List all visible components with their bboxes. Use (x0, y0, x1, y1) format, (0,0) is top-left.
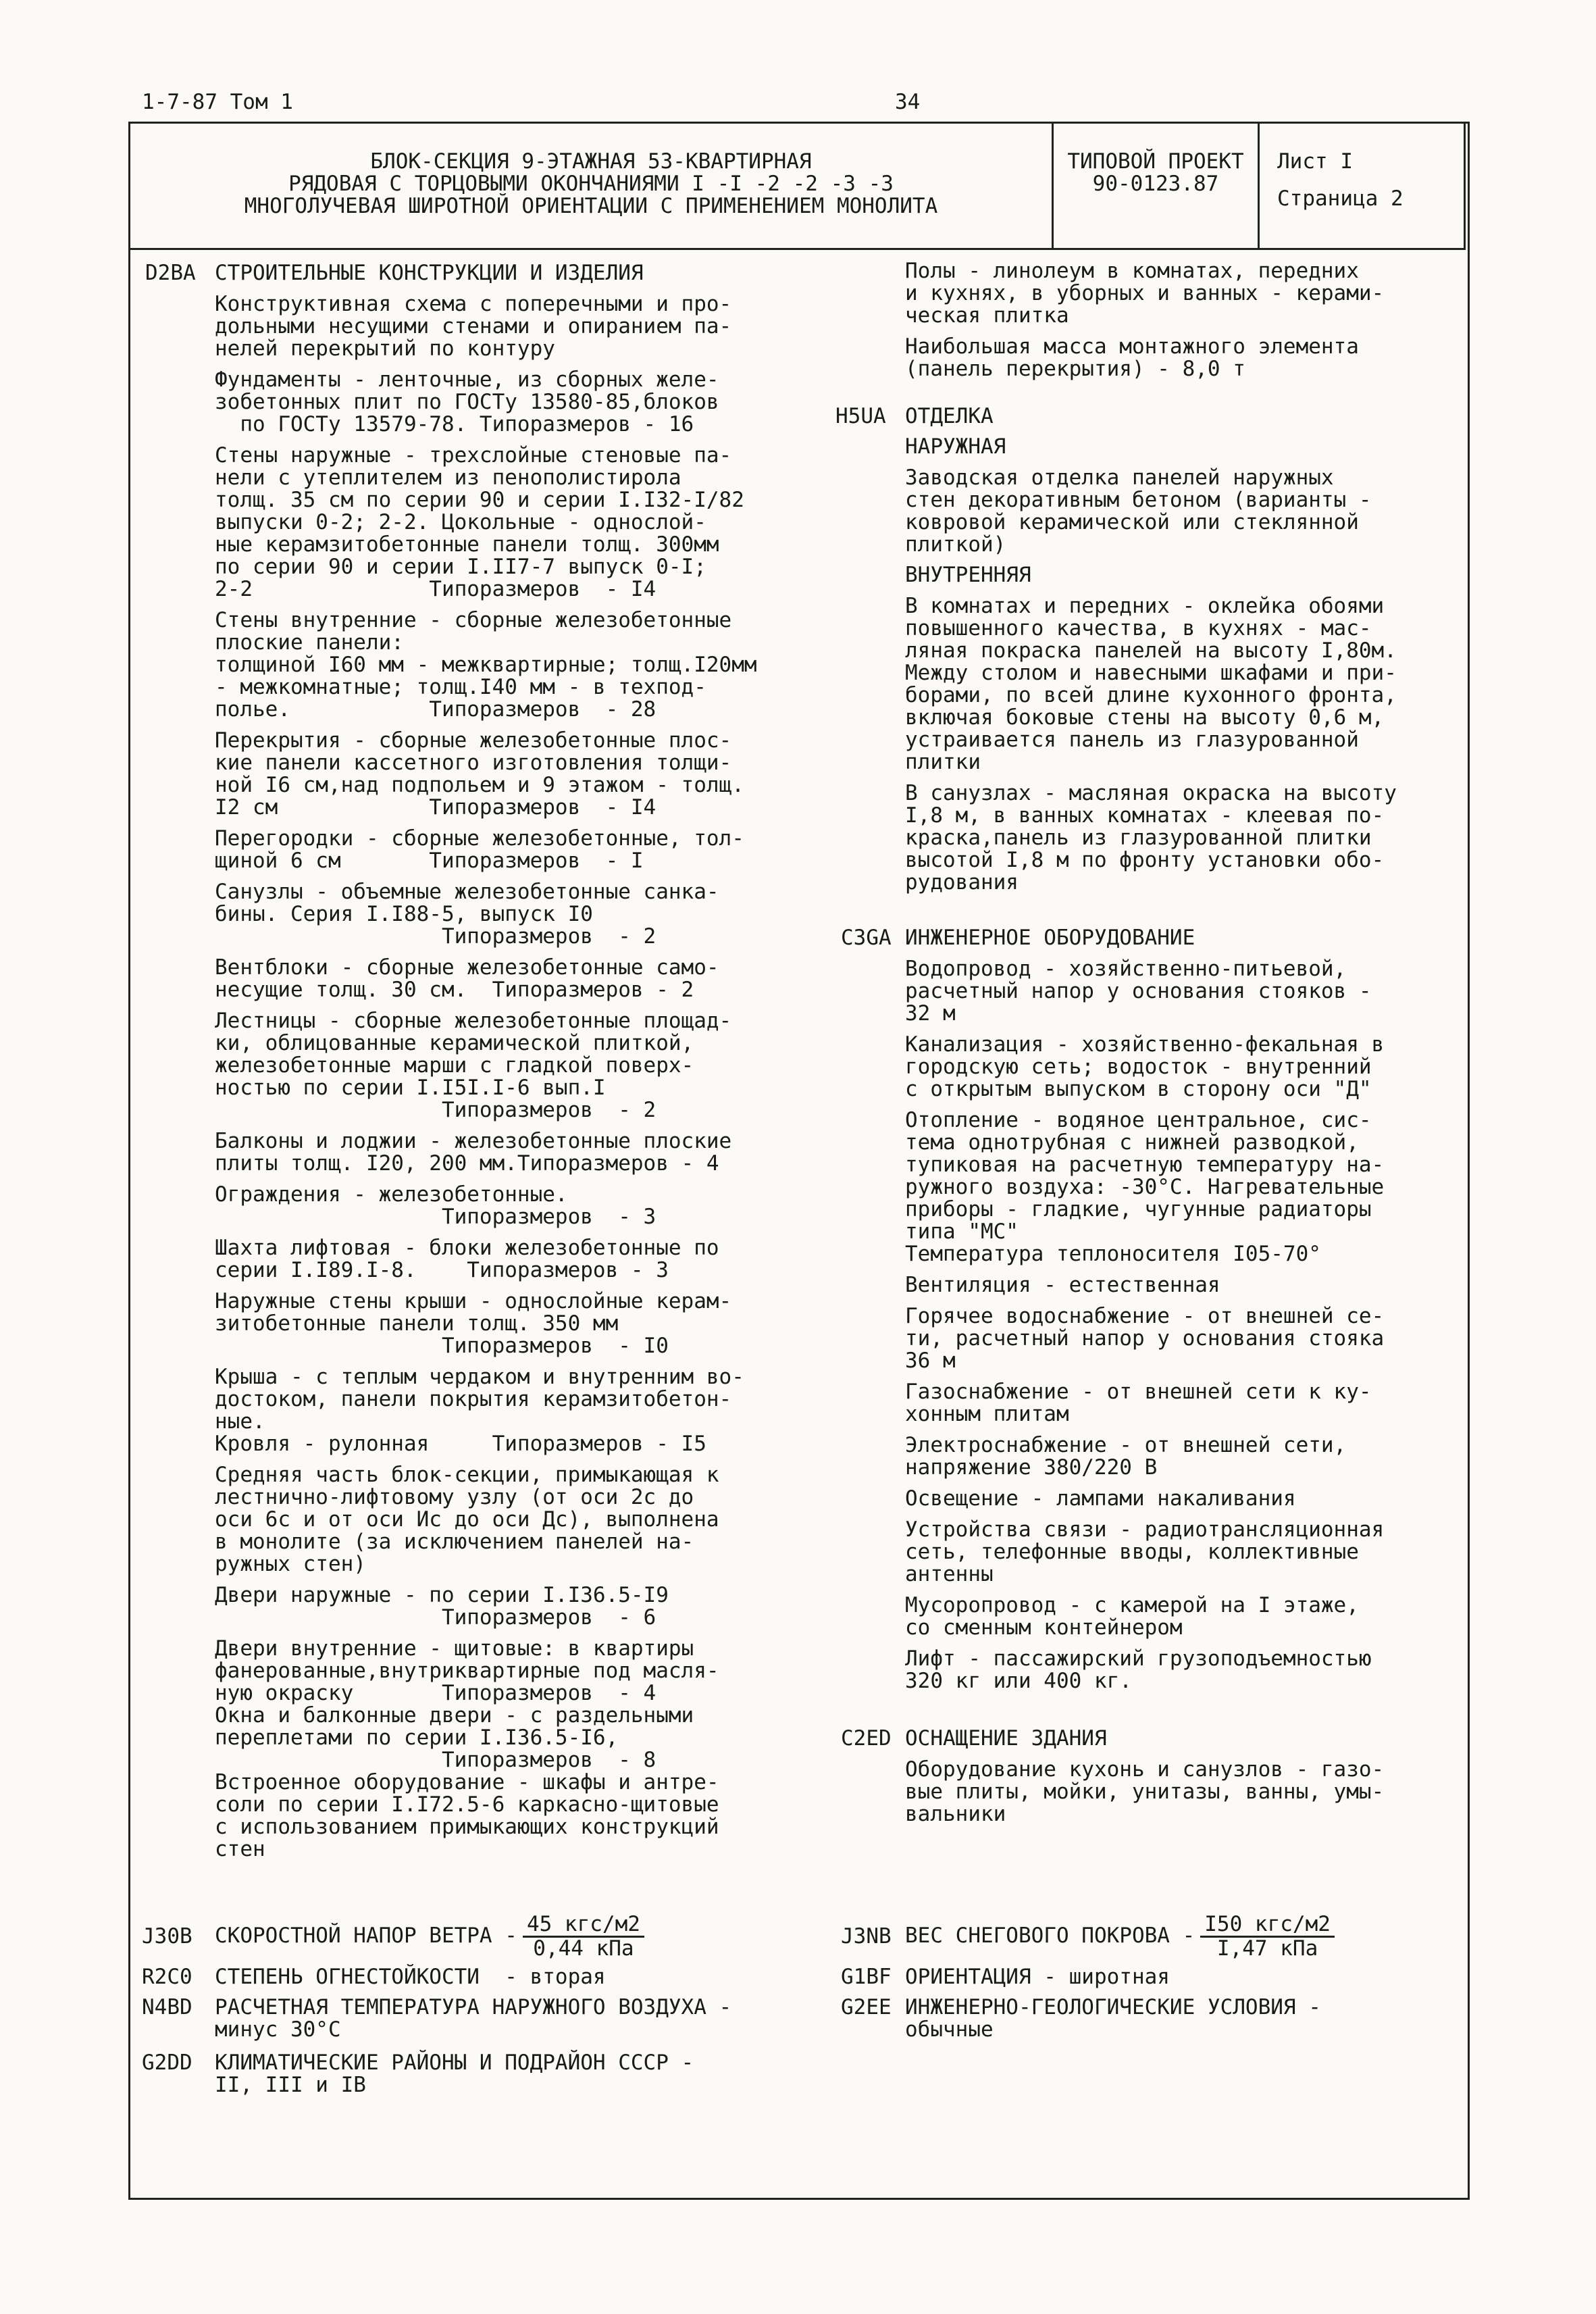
param-code-orientation: G1BF (841, 1965, 892, 1989)
para-heating: Отопление - водяное центральное, сис- тема однотрубная с нижней разводкой, тупиковая на расчетную температуру на- ружного воздуха: -30°С. Нагревательные приборы - гладкие, чугунные радиаторы типа "МС" Температура теплоносителя I05-70° (905, 1108, 1385, 1266)
header-title-line-1: БЛОК-СЕКЦИЯ 9-ЭТАЖНАЯ 53-КВАРТИРНАЯ (370, 149, 812, 174)
sheet-label: Лист I (1277, 149, 1353, 174)
para-max-mass: Наибольшая масса монтажного элемента (панель перекрытия) - 8,0 т (905, 334, 1359, 381)
param-code-snow: J3NB (841, 1924, 892, 1948)
para-stairs: Лестницы - сборные железобетонные площад- ки, облицованные керамической плиткой, железобетонные марши с гладкой поверх- ностью по серии I.I5I.I-6 вып.I Типоразмеров - 2 (215, 1009, 732, 1122)
para-sanitary-units: Санузлы - объемные железобетонные санка- бины. Серия I.I88-5, выпуск I0 Типоразмеров - 2 (215, 880, 719, 949)
page-number: 34 (895, 90, 921, 114)
section-code-engineering: C3GA (841, 926, 892, 950)
para-gas: Газоснабжение - от внешней сети к ку- хонным плитам (905, 1380, 1372, 1426)
para-sanitary-finish: В санузлах - масляная окраска на высоту I,8 м, в ванных комнатах - клеевая по- краска,панель из глазурованной плитки высотой I,8 м по фронту установки обо- рудования (905, 781, 1397, 895)
param-code-wind: J30B (142, 1924, 192, 1948)
subheading-inner: ВНУТРЕННЯЯ (905, 563, 1031, 587)
para-vent-blocks: Вентблоки - сборные железобетонные само- несущие толщ. 30 см. Типоразмеров - 2 (215, 955, 719, 1002)
para-hot-water: Горячее водоснабжение - от внешней се- ти, расчетный напор у основания стояка 36 м (905, 1304, 1385, 1373)
para-railings: Ограждения - железобетонные. Типоразмеров - 3 (215, 1182, 657, 1229)
header-project-cell (1052, 122, 1260, 250)
para-roof: Крыша - с теплым чердаком и внутренним во- достоком, панели покрытия керамзитобетон- ные. (215, 1365, 744, 1434)
section-heading-structures: СТРОИТЕЛЬНЫЕ КОНСТРУКЦИИ И ИЗДЕЛИЯ (215, 261, 644, 285)
para-ventilation: Вентиляция - естественная (905, 1273, 1220, 1297)
param-code-temperature: N4BD (142, 1995, 192, 2019)
param-fire-resistance: СТЕПЕНЬ ОГНЕСТОЙКОСТИ - вторая (215, 1965, 606, 1989)
para-outer-walls: Стены наружные - трехслойные стеновые па- нели с утеплителем из пенополистирола толщ. 35 см по серии 90 и серии I.I32-I/82 выпуски 0-2; 2-2. Цокольные - однослой- ные керамзитобетонные панели толщ. 300мм по серии 90 и серии I.II7-7 выпуск 0-I; 2-2 Типоразмеров - I4 (215, 443, 744, 601)
para-roof-walls: Наружные стены крыши - однослойные керам- зитобетонные панели толщ. 350 мм Типоразмеров - I0 (215, 1289, 732, 1358)
header-sheet-cell (1258, 122, 1466, 250)
para-elevator: Лифт - пассажирский грузоподъемностью 320 кг или 400 кг. (905, 1646, 1372, 1693)
para-balconies: Балконы и лоджии - железобетонные плоские плиты толщ. I20, 200 мм.Типоразмеров - 4 (215, 1129, 732, 1176)
para-electricity: Электроснабжение - от внешней сети, напряжение 380/220 В (905, 1433, 1347, 1480)
para-inner-doors-windows: Двери внутренние - щитовые: в квартиры фанерованные,внутриквартирные под масля- ную окраску Типоразмеров - 4 Окна и балконные двери - с раздельными переплетами по серии I.I36.5-I6, Типоразмеров - 8 Встроенное оборудование - шкафы и антре- соли по серии I.I72.5-6 каркасно-щитовые с использованием примыкающих конструкций стен (215, 1636, 719, 1861)
param-code-climate: G2DD (142, 2051, 192, 2075)
param-snow-label: ВЕС СНЕГОВОГО ПОКРОВА - (905, 1923, 1195, 1948)
para-lighting: Освещение - лампами накаливания (905, 1486, 1296, 1511)
para-outer-finish: Заводская отделка панелей наружных стен декоративным бетоном (варианты - ковровой керамической или стеклянной плиткой) (905, 466, 1372, 557)
project-label: ТИПОВОЙ ПРОЕКТ (1067, 149, 1244, 174)
param-wind-label: СКОРОСТНОЙ НАПОР ВЕТРА - (215, 1923, 517, 1948)
finish-section (905, 405, 1445, 894)
page-label: Страница 2 (1277, 186, 1404, 211)
engineering-section (905, 927, 1445, 1692)
snow-fraction: $\frac{\text{I50 кгс/м2}}{\text{I,47 кПа}}$ (1200, 1913, 1335, 1960)
para-communications: Устройства связи - радиотрансляционная сеть, телефонные вводы, коллективные антенны (905, 1517, 1385, 1586)
para-rooms-finish: В комнатах и передних - оклейка обоями повышенного качества, в кухнях - мас- ляная покраска панелей на высоту I,80м. Между столом и навесными шкафами и при- борами, по всей длине кухонного фронта, включая боковые стены на высоту 0,6 м, устраивается панель из глазурованной плитки (905, 594, 1397, 774)
section-code-finish: H5UA (835, 404, 886, 428)
param-code-geology: G2EE (841, 1995, 892, 2019)
para-floors-slabs: Перекрытия - сборные железобетонные плос- кие панели кассетного изготовления толщи- ной I6 см,над подпольем и 9 этажом - толщ. I2 см Типоразмеров - I4 (215, 728, 744, 820)
param-geology: ИНЖЕНЕРНО-ГЕОЛОГИЧЕСКИЕ УСЛОВИЯ - обычные (905, 1995, 1321, 2042)
para-lift-shaft: Шахта лифтовая - блоки железобетонные по серии I.I89.I-8. Типоразмеров - 3 (215, 1236, 719, 1282)
para-partitions: Перегородки - сборные железобетонные, тол- щиной 6 см Типоразмеров - I (215, 826, 744, 873)
volume-ref: 1-7-87 Том 1 (142, 90, 293, 114)
left-column (215, 262, 823, 1861)
wind-fraction: $\frac{\text{45 кгс/м2}}{\text{0,44 кПа}}$ (523, 1913, 644, 1960)
header-title-line-2: РЯДОВАЯ С ТОРЦОВЫМИ ОКОНЧАНИЯМИ I -I -2 -2 -3 -3 (288, 172, 894, 196)
para-scheme: Конструктивная схема с поперечными и про- дольными несущими стенами и опиранием па- нелей перекрытий по контуру (215, 292, 732, 361)
project-number: 90-0123.87 (1092, 172, 1219, 196)
subheading-outer: НАРУЖНАЯ (905, 434, 1006, 459)
para-water-supply: Водопровод - хозяйственно-питьевой, расчетный напор у основания стояков - 32 м (905, 957, 1372, 1026)
param-orientation: ОРИЕНТАЦИЯ - широтная (905, 1965, 1170, 1989)
param-wind (215, 1913, 644, 1960)
para-foundations: Фундаменты - ленточные, из сборных желе- зобетонных плит по ГОСТу 13580-85,блоков по ГОСТу 13579-78. Типоразмеров - 16 (215, 368, 719, 436)
para-outer-doors: Двери наружные - по серии I.I36.5-I9 Типоразмеров - 6 (215, 1583, 669, 1630)
section-heading-equipment: ОСНАЩЕНИЕ ЗДАНИЯ (905, 1726, 1107, 1751)
param-snow (905, 1913, 1335, 1960)
para-monolith: Средняя часть блок-секции, примыкающая к лестнично-лифтовому узлу (от оси 2с до оси 6с и от оси Ис до оси Дс), выполнена в монолите (за исключением панелей на- ружных стен) (215, 1463, 719, 1576)
section-code-structures: D2BA (145, 261, 196, 285)
para-floors: Полы - линолеум в комнатах, передних и кухнях, в уборных и ванных - керами- ческая плитка (905, 259, 1385, 328)
header-title-cell (128, 122, 1054, 250)
para-inner-walls: Стены внутренние - сборные железобетонные плоские панели: толщиной I60 мм - межквартирные; толщ.I20мм - межкомнатные; толщ.I40 мм - в техпод- полье. Типоразмеров - 28 (215, 608, 757, 722)
para-sewerage: Канализация - хозяйственно-фекальная в городскую сеть; водосток - внутренний с открытым выпуском в сторону оси "Д" (905, 1032, 1385, 1101)
param-temperature: РАСЧЕТНАЯ ТЕМПЕРАТУРА НАРУЖНОГО ВОЗДУХА - минус 30°С (215, 1995, 732, 2042)
para-roofing: Кровля - рулонная Типоразмеров - I5 (215, 1432, 706, 1456)
section-heading-finish: ОТДЕЛКА (905, 404, 994, 428)
section-heading-engineering: ИНЖЕНЕРНОЕ ОБОРУДОВАНИЕ (905, 926, 1195, 950)
header-title-line-3: МНОГОЛУЧЕВАЯ ШИРОТНОЙ ОРИЕНТАЦИИ С ПРИМЕНЕНИЕМ МОНОЛИТА (244, 194, 938, 218)
param-code-fire: R2C0 (142, 1965, 192, 1989)
section-code-equipment: C2ED (841, 1726, 892, 1751)
param-climate: КЛИМАТИЧЕСКИЕ РАЙОНЫ И ПОДРАЙОН СССР - II, III и IВ (215, 2051, 694, 2097)
para-garbage-chute: Мусоропровод - с камерой на I этаже, со сменным контейнером (905, 1593, 1359, 1640)
right-top (905, 260, 1445, 380)
equipment-section: ОСНАЩЕНИЕ ЗДАНИЯ Оборудование кухонь и санузлов - газо- вые плиты, мойки, унитазы, ванны, умы- вальники (905, 1728, 1445, 1826)
